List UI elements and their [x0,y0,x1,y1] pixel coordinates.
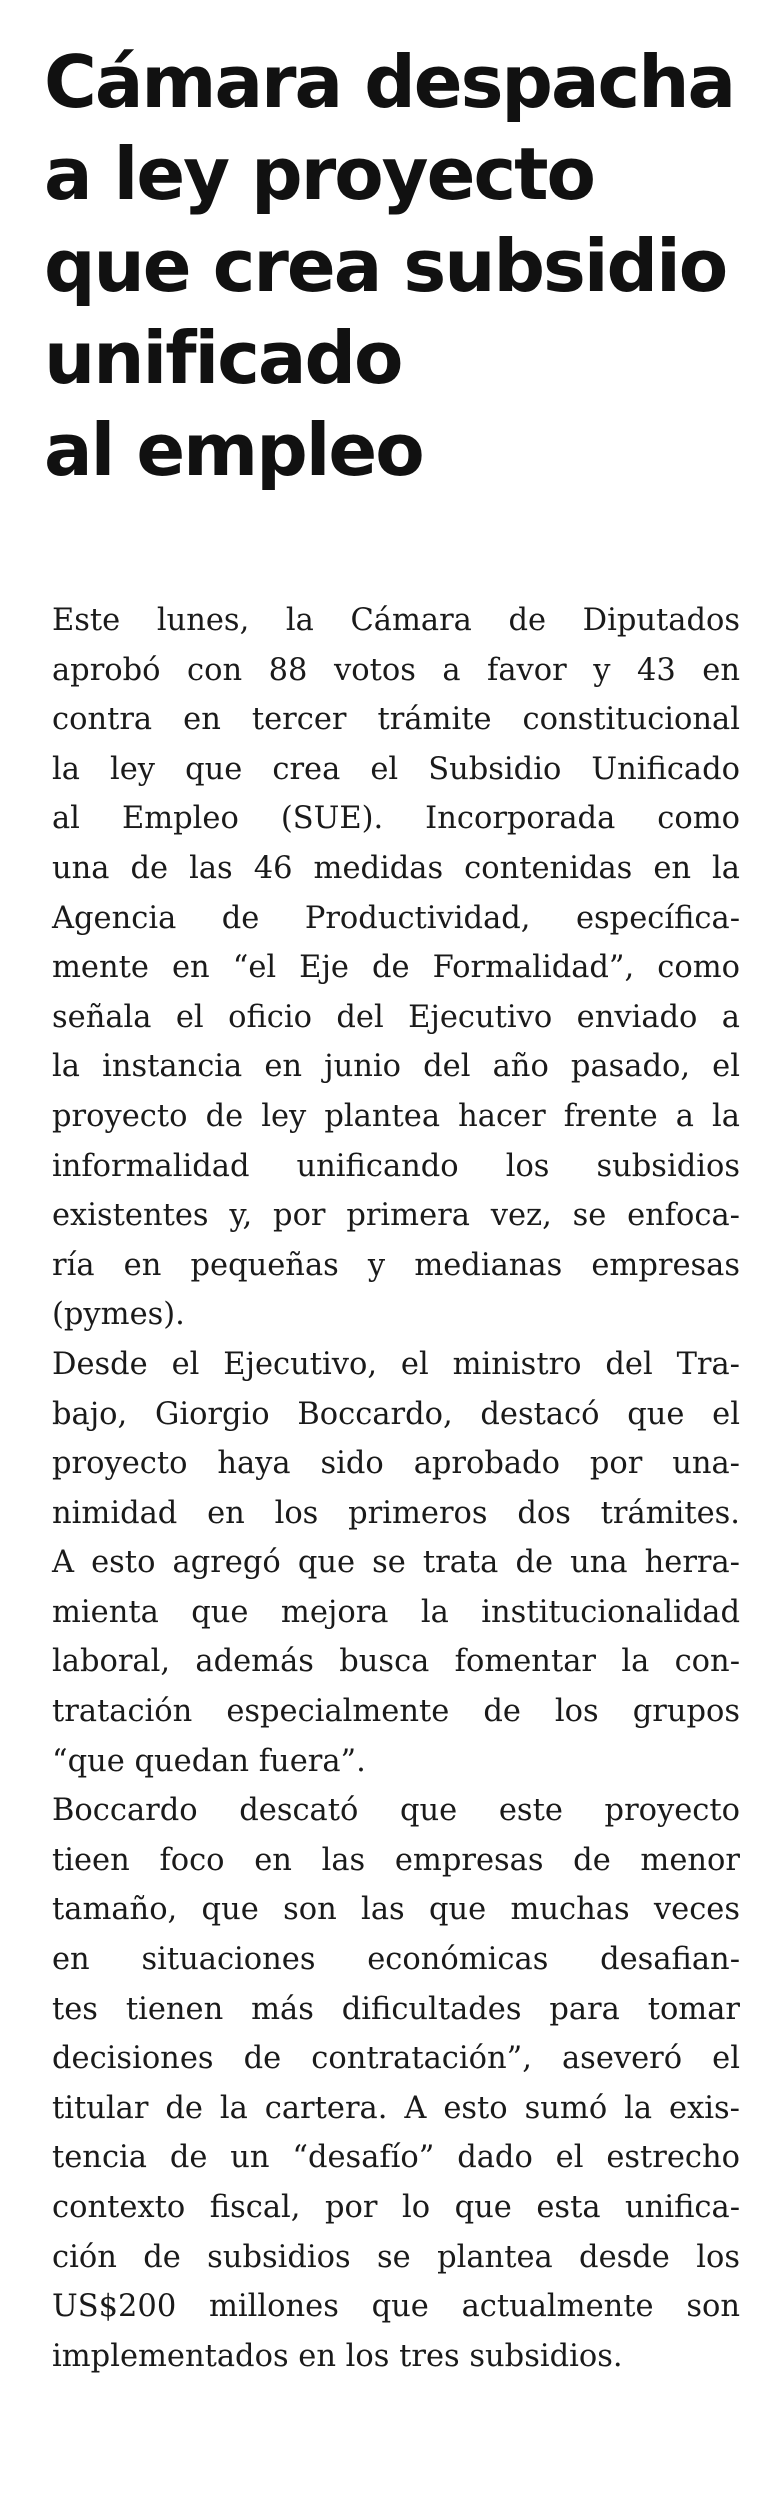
paragraph-line: Boccardo descató que este proyecto [52,1793,740,1829]
headline-line: que crea subsidio [44,224,727,308]
paragraph-line: una de las 46 medidas contenidas en la [52,850,740,886]
paragraph-line: nimidad en los primeros dos trámites. [52,1495,740,1531]
paragraph-line: implementados en los tres subsidios. [52,2338,623,2374]
paragraph-line: tieen foco en las empresas de menor [52,1842,740,1878]
paragraph-line: (pymes). [52,1297,185,1333]
paragraph-line: proyecto haya sido aprobado por una- [52,1446,740,1482]
paragraph-line: A esto agregó que se trata de una herra- [52,1545,740,1581]
article-paragraph [52,1340,740,1786]
paragraph-line: “que quedan fuera”. [52,1743,366,1779]
paragraph-line: ría en pequeñas y medianas empresas [52,1247,740,1283]
paragraph-line: mente en “el Eje de Formalidad”, como [52,950,740,986]
paragraph-line: señala el oficio del Ejecutivo enviado a [52,999,740,1035]
headline-line: unificado [44,316,402,400]
article-headline [44,36,744,496]
paragraph-line: al Empleo (SUE). Incorporada como [52,801,740,837]
paragraph-line: Este lunes, la Cámara de Diputados [52,603,740,638]
paragraph-line: bajo, Giorgio Boccardo, destacó que el [52,1396,740,1432]
paragraph-line: contexto fiscal, por lo que esta unifica- [52,2190,740,2225]
paragraph-line: tes tienen más dificultades para tomar [52,1991,740,2027]
paragraph-line: proyecto de ley plantea hacer frente a la [52,1098,740,1134]
paragraph-line: tencia de un “desafío” dado el estrecho [52,2140,740,2176]
paragraph-line: US$200 millones que actualmente son [52,2289,740,2325]
paragraph-line: mienta que mejora la institucionalidad [52,1594,740,1630]
paragraph-line: tratación especialmente de los grupos [52,1694,740,1730]
article-body [52,596,740,2381]
paragraph-line: Desde el Ejecutivo, el ministro del Tra- [52,1346,740,1382]
article-paragraph [52,596,740,1340]
paragraph-line: en situaciones económicas desafian- [52,1942,740,1978]
paragraph-line: la instancia en junio del año pasado, el [52,1049,740,1085]
paragraph-line: tamaño, que son las que muchas veces [52,1892,740,1928]
headline-line: a ley proyecto [44,132,595,216]
paragraph-line: Agencia de Productividad, específica- [52,900,740,936]
paragraph-line: laboral, además busca fomentar la con- [52,1644,740,1680]
paragraph-line: decisiones de contratación”, aseveró el [52,2041,740,2077]
paragraph-line: aprobó con 88 votos a favor y 43 en [52,652,740,688]
paragraph-line: la ley que crea el Subsidio Unificado [52,751,740,787]
paragraph-line: contra en tercer trámite constitucional [52,702,740,738]
paragraph-line: informalidad unificando los subsidios [52,1148,740,1184]
headline-line: al empleo [44,408,423,492]
article-paragraph [52,1786,740,2381]
headline-line: Cámara despacha [44,40,735,124]
paragraph-line: ción de subsidios se plantea desde los [52,2239,740,2275]
paragraph-line: existentes y, por primera vez, se enfoca- [52,1198,740,1234]
paragraph-line: titular de la cartera. A esto sumó la exis- [52,2090,740,2126]
